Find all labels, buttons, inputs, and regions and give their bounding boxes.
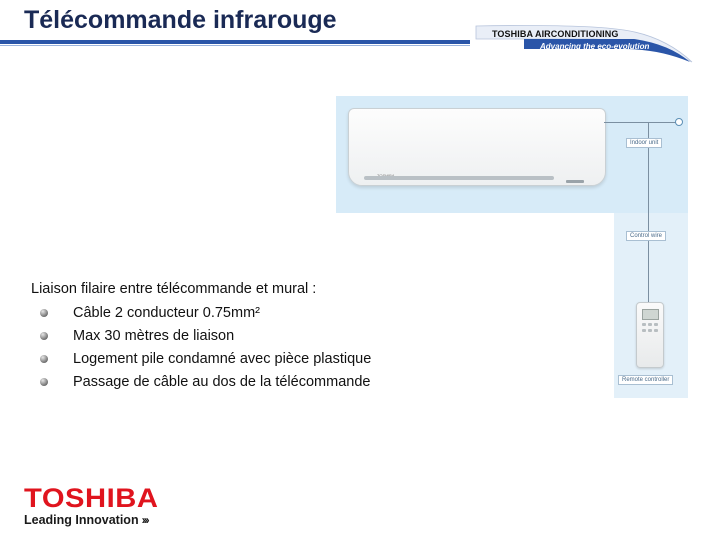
- indoor-unit-vent: [364, 176, 554, 180]
- bullet-text: Passage de câble au dos de la télécommande: [73, 374, 371, 390]
- indoor-unit-display: [566, 180, 584, 183]
- remote-screen: [642, 309, 659, 320]
- label-indoor-unit: Indoor unit: [626, 138, 662, 148]
- bullet-icon: [40, 332, 48, 340]
- remote-button: [654, 329, 658, 332]
- list-item: [40, 373, 371, 396]
- bullet-text: Câble 2 conducteur 0.75mm²: [73, 305, 260, 321]
- label-remote-controller: Remote controller: [618, 375, 673, 385]
- toshiba-ac-banner: [474, 22, 694, 64]
- bullet-list: [40, 304, 371, 396]
- bullet-text: Logement pile condamné avec pièce plastique: [73, 351, 372, 367]
- chevrons-icon: ›››: [141, 513, 148, 527]
- remote-button: [642, 329, 646, 332]
- list-item: [40, 350, 371, 373]
- bullet-text: Max 30 mètres de liaison: [73, 328, 235, 344]
- title-rule-thin: [0, 45, 470, 46]
- bullet-icon: [40, 355, 48, 363]
- footer-brand: TOSHIBA: [24, 483, 159, 513]
- bullet-icon: [40, 309, 48, 317]
- remote-controller: [636, 302, 664, 368]
- banner-line2: Advancing the eco-evolution: [540, 42, 650, 51]
- toshiba-logo: [24, 483, 159, 528]
- banner-line1: TOSHIBA AIRCONDITIONING: [492, 29, 619, 39]
- list-item: [40, 327, 371, 350]
- page-title: Télécommande infrarouge: [24, 6, 337, 34]
- remote-button: [654, 323, 658, 326]
- indoor-unit: [348, 108, 606, 186]
- remote-button: [648, 323, 652, 326]
- footer-tagline: Leading Innovation: [24, 513, 139, 527]
- remote-button: [648, 329, 652, 332]
- footer-tagline-row: [24, 512, 149, 528]
- label-control-wire: Control wire: [626, 231, 666, 241]
- wire-connector-icon: [675, 118, 683, 126]
- intro-text: Liaison filaire entre télécommande et mural :: [31, 281, 317, 297]
- control-wire-horizontal: [604, 122, 678, 123]
- control-wire-vertical: [648, 122, 649, 302]
- bullet-icon: [40, 378, 48, 386]
- title-rule: [0, 40, 470, 44]
- product-image: [336, 96, 688, 398]
- list-item: [40, 304, 371, 327]
- remote-button: [642, 323, 646, 326]
